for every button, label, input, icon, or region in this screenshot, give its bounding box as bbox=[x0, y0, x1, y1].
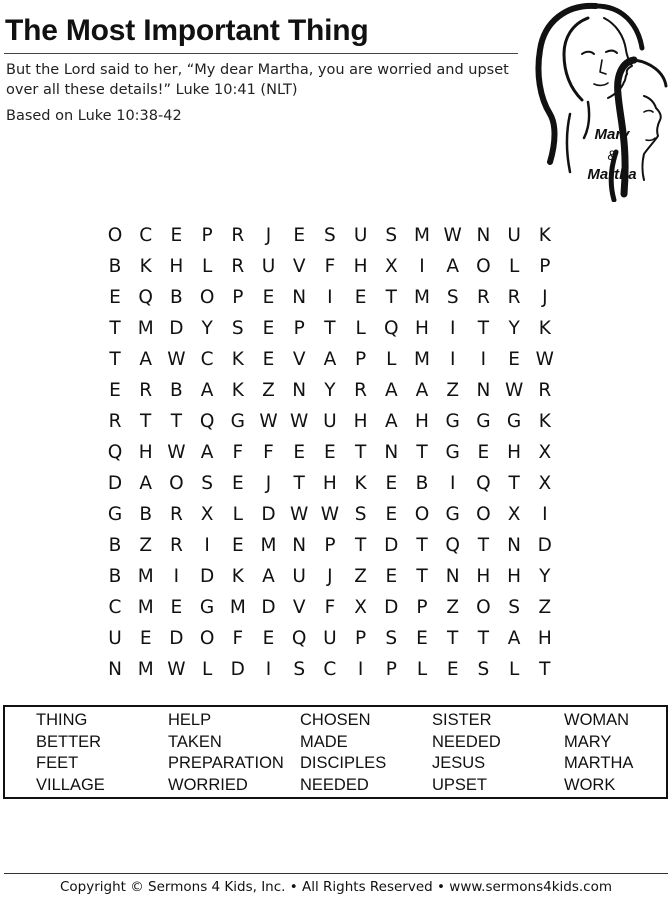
grid-letter[interactable]: I bbox=[265, 659, 272, 680]
grid-letter[interactable]: X bbox=[384, 256, 398, 277]
grid-letter[interactable]: H bbox=[169, 256, 184, 277]
grid-letter[interactable]: G bbox=[230, 411, 245, 432]
grid-letter[interactable]: N bbox=[292, 380, 307, 401]
grid-letter[interactable]: G bbox=[506, 411, 522, 432]
grid-letter[interactable]: R bbox=[538, 380, 552, 401]
word-list-item: MADE bbox=[300, 732, 348, 751]
title-divider bbox=[4, 53, 518, 54]
grid-letter[interactable]: T bbox=[324, 318, 336, 339]
grid-letter[interactable]: T bbox=[416, 535, 428, 556]
grid-letter[interactable]: A bbox=[262, 566, 275, 587]
grid-letter[interactable]: J bbox=[542, 287, 548, 308]
grid-letter[interactable]: K bbox=[538, 411, 551, 432]
grid-letter[interactable]: D bbox=[169, 628, 184, 649]
grid-letter[interactable]: N bbox=[507, 535, 522, 556]
footer-copyright: Copyright © Sermons 4 Kids, Inc. • All Rights Reserved • www.sermons4kids.com bbox=[60, 879, 612, 895]
grid-letter[interactable]: S bbox=[231, 318, 244, 339]
grid-letter[interactable]: Y bbox=[508, 318, 520, 339]
grid-letter[interactable]: H bbox=[353, 411, 368, 432]
grid-letter[interactable]: T bbox=[354, 442, 367, 463]
grid-letter[interactable]: E bbox=[324, 442, 336, 463]
grid-letter[interactable]: N bbox=[476, 380, 491, 401]
grid-letter[interactable]: L bbox=[201, 256, 213, 277]
grid-letter[interactable]: M bbox=[414, 225, 430, 246]
grid-letter[interactable]: R bbox=[139, 380, 153, 401]
grid-letter[interactable]: X bbox=[507, 504, 521, 525]
label-mary: Mary bbox=[594, 126, 630, 143]
word-list-item: SISTER bbox=[432, 711, 492, 729]
grid-letter[interactable]: E bbox=[262, 349, 275, 370]
grid-letter[interactable]: W bbox=[535, 349, 554, 370]
word-list-item: HELP bbox=[168, 711, 212, 729]
grid-letter[interactable]: T bbox=[477, 535, 490, 556]
grid-letter[interactable]: E bbox=[262, 628, 275, 649]
grid-letter[interactable]: E bbox=[508, 349, 520, 370]
grid-letter[interactable]: R bbox=[476, 287, 490, 308]
grid-letter[interactable]: P bbox=[232, 287, 244, 308]
grid-letter[interactable]: I bbox=[204, 535, 210, 556]
grid-letter[interactable]: M bbox=[137, 597, 154, 618]
grid-letter[interactable]: R bbox=[231, 225, 245, 246]
grid-letter[interactable]: O bbox=[199, 287, 215, 308]
grid-letter[interactable]: P bbox=[539, 256, 551, 277]
word-list-item: WORK bbox=[564, 775, 616, 794]
grid-letter[interactable]: N bbox=[445, 566, 460, 587]
grid-letter[interactable]: Q bbox=[384, 318, 399, 339]
word-list-item: VILLAGE bbox=[36, 775, 105, 794]
grid-letter[interactable]: E bbox=[170, 225, 183, 246]
grid-letter[interactable]: Z bbox=[446, 597, 460, 618]
grid-letter[interactable]: S bbox=[324, 225, 336, 246]
grid-letter[interactable]: E bbox=[109, 287, 121, 308]
grid-letter[interactable]: W bbox=[259, 411, 278, 432]
grid-letter[interactable]: P bbox=[355, 628, 367, 649]
grid-letter[interactable]: F bbox=[324, 597, 336, 618]
grid-letter[interactable]: K bbox=[231, 349, 244, 370]
grid-letter[interactable]: D bbox=[261, 597, 276, 618]
grid-row bbox=[100, 285, 561, 316]
grid-letter[interactable]: B bbox=[108, 566, 122, 587]
label-martha: Martha bbox=[587, 166, 637, 183]
grid-letter[interactable]: A bbox=[139, 473, 153, 494]
grid-letter[interactable]: W bbox=[443, 225, 462, 246]
grid-letter[interactable]: T bbox=[354, 535, 367, 556]
grid-row bbox=[100, 316, 561, 347]
grid-letter[interactable]: C bbox=[323, 659, 337, 680]
grid-letter[interactable]: D bbox=[261, 504, 276, 525]
grid-letter[interactable]: T bbox=[140, 411, 152, 432]
grid-letter[interactable]: L bbox=[508, 256, 520, 277]
grid-row bbox=[100, 595, 561, 626]
grid-letter[interactable]: S bbox=[446, 287, 459, 308]
mary-and-martha-drawing bbox=[526, 2, 672, 202]
grid-letter[interactable]: E bbox=[385, 504, 398, 525]
word-list-item: PREPARATION bbox=[168, 754, 284, 772]
grid-letter[interactable]: W bbox=[167, 659, 186, 680]
grid-row bbox=[100, 254, 561, 285]
grid-letter[interactable]: K bbox=[538, 318, 551, 339]
grid-letter[interactable]: Q bbox=[138, 287, 153, 308]
grid-letter[interactable]: O bbox=[199, 628, 215, 649]
grid-letter[interactable]: N bbox=[292, 287, 307, 308]
grid-letter[interactable]: S bbox=[354, 504, 367, 525]
grid-letter[interactable]: E bbox=[385, 566, 398, 587]
grid-letter[interactable]: E bbox=[139, 628, 152, 649]
grid-letter[interactable]: S bbox=[508, 597, 520, 618]
grid-letter[interactable]: X bbox=[200, 504, 214, 525]
grid-letter[interactable]: W bbox=[167, 349, 186, 370]
grid-letter[interactable]: U bbox=[353, 225, 368, 246]
grid-letter[interactable]: I bbox=[327, 287, 333, 308]
grid-letter[interactable]: W bbox=[167, 442, 186, 463]
grid-letter[interactable]: T bbox=[109, 318, 121, 339]
word-list-item: WORRIED bbox=[168, 775, 248, 794]
grid-letter[interactable]: B bbox=[108, 535, 122, 556]
grid-letter[interactable]: I bbox=[357, 659, 364, 680]
grid-letter[interactable]: D bbox=[107, 473, 123, 494]
grid-letter[interactable]: E bbox=[262, 318, 275, 339]
grid-letter[interactable]: E bbox=[354, 287, 367, 308]
grid-letter[interactable]: T bbox=[293, 473, 305, 494]
grid-letter[interactable]: L bbox=[201, 659, 213, 680]
grid-letter[interactable]: X bbox=[538, 442, 552, 463]
grid-letter[interactable]: C bbox=[108, 597, 122, 618]
grid-letter[interactable]: C bbox=[200, 349, 214, 370]
grid-letter[interactable]: H bbox=[415, 318, 429, 339]
grid-letter[interactable]: T bbox=[477, 318, 490, 339]
grid-letter[interactable]: G bbox=[445, 504, 460, 525]
grid-letter[interactable]: L bbox=[508, 659, 520, 680]
grid-letter[interactable]: R bbox=[169, 535, 183, 556]
grid-letter[interactable]: Y bbox=[539, 566, 551, 587]
grid-letter[interactable]: Z bbox=[262, 380, 275, 401]
word-list-item: NEEDED bbox=[300, 775, 369, 794]
grid-letter[interactable]: E bbox=[262, 287, 275, 308]
grid-letter[interactable]: S bbox=[385, 628, 398, 649]
grid-letter[interactable]: O bbox=[107, 225, 123, 246]
grid-letter[interactable]: S bbox=[293, 659, 306, 680]
grid-letter[interactable]: T bbox=[170, 411, 183, 432]
grid-letter[interactable]: B bbox=[108, 256, 122, 277]
grid-letter[interactable]: O bbox=[476, 597, 491, 618]
word-list-item: DISCIPLES bbox=[300, 754, 387, 772]
grid-row bbox=[100, 471, 561, 502]
grid-letter[interactable]: L bbox=[355, 318, 366, 339]
grid-letter[interactable]: F bbox=[232, 628, 244, 649]
grid-letter[interactable]: P bbox=[385, 659, 397, 680]
grid-letter[interactable]: G bbox=[476, 411, 491, 432]
grid-letter[interactable]: O bbox=[169, 473, 184, 494]
grid-letter[interactable]: I bbox=[419, 256, 425, 277]
grid-letter[interactable]: M bbox=[137, 566, 154, 587]
grid-letter[interactable]: G bbox=[199, 597, 215, 618]
word-list-item: MARY bbox=[564, 732, 612, 751]
word-list-item: BETTER bbox=[36, 732, 102, 751]
grid-letter[interactable]: M bbox=[137, 318, 154, 339]
grid-letter[interactable]: K bbox=[231, 566, 244, 587]
word-list-item: THING bbox=[36, 711, 88, 729]
grid-letter[interactable]: E bbox=[416, 628, 428, 649]
grid-letter[interactable]: I bbox=[173, 566, 180, 587]
grid-letter[interactable]: Z bbox=[354, 566, 367, 587]
grid-letter[interactable]: W bbox=[290, 411, 309, 432]
grid-letter[interactable]: S bbox=[201, 473, 213, 494]
grid-letter[interactable]: X bbox=[354, 597, 367, 618]
grid-letter[interactable]: H bbox=[415, 411, 429, 432]
grid-letter[interactable]: V bbox=[292, 349, 306, 370]
grid-letter[interactable]: W bbox=[290, 504, 309, 525]
grid-letter[interactable]: D bbox=[230, 659, 245, 680]
grid-letter[interactable]: Q bbox=[199, 411, 215, 432]
grid-letter[interactable]: H bbox=[507, 442, 522, 463]
grid-letter[interactable]: E bbox=[170, 597, 183, 618]
grid-letter[interactable]: Y bbox=[324, 380, 336, 401]
grid-letter[interactable]: I bbox=[480, 349, 487, 370]
grid-letter[interactable]: O bbox=[476, 504, 491, 525]
grid-letter[interactable]: N bbox=[476, 225, 491, 246]
grid-letter[interactable]: E bbox=[231, 473, 244, 494]
grid-letter[interactable]: P bbox=[355, 349, 367, 370]
label-ampersand: & bbox=[607, 147, 617, 163]
grid-letter[interactable]: H bbox=[537, 628, 552, 649]
page-title: The Most Important Thing bbox=[5, 14, 369, 47]
grid-letter[interactable]: P bbox=[416, 597, 428, 618]
grid-letter[interactable]: E bbox=[293, 225, 306, 246]
word-list-box bbox=[3, 705, 668, 799]
grid-letter[interactable]: W bbox=[504, 380, 524, 401]
grid-letter[interactable]: A bbox=[384, 411, 398, 432]
grid-letter[interactable]: T bbox=[416, 566, 428, 587]
illustration-label bbox=[582, 124, 642, 186]
scripture-source: Based on Luke 10:38-42 bbox=[6, 108, 182, 124]
grid-letter[interactable]: I bbox=[449, 349, 456, 370]
grid-letter[interactable]: J bbox=[265, 225, 272, 246]
grid-letter[interactable]: V bbox=[292, 597, 306, 618]
grid-letter[interactable]: B bbox=[170, 380, 183, 401]
grid-letter[interactable]: E bbox=[446, 659, 459, 680]
grid-letter[interactable]: T bbox=[508, 473, 520, 494]
word-list-item: FEET bbox=[36, 754, 79, 772]
grid-letter[interactable]: E bbox=[293, 442, 306, 463]
grid-letter[interactable]: I bbox=[449, 318, 456, 339]
grid-letter[interactable]: U bbox=[292, 566, 306, 587]
grid-letter[interactable]: I bbox=[449, 473, 456, 494]
grid-letter[interactable]: O bbox=[414, 504, 430, 525]
grid-letter[interactable]: R bbox=[231, 256, 245, 277]
grid-letter[interactable]: H bbox=[476, 566, 491, 587]
grid-letter[interactable]: Q bbox=[476, 473, 491, 494]
grid-letter[interactable]: Y bbox=[201, 318, 213, 339]
grid-letter[interactable]: H bbox=[322, 473, 337, 494]
grid-row bbox=[100, 409, 561, 440]
grid-letter[interactable]: I bbox=[542, 504, 548, 525]
grid-letter[interactable]: U bbox=[108, 628, 122, 649]
grid-letter[interactable]: W bbox=[320, 504, 340, 525]
grid-letter[interactable]: Q bbox=[291, 628, 307, 649]
grid-letter[interactable]: T bbox=[416, 442, 428, 463]
grid-letter[interactable]: U bbox=[261, 256, 276, 277]
word-list-item: JESUS bbox=[432, 754, 486, 772]
footer-divider bbox=[4, 873, 668, 874]
grid-letter[interactable]: L bbox=[232, 504, 243, 525]
word-list-item: CHOSEN bbox=[300, 711, 371, 729]
word-list-item: TAKEN bbox=[168, 732, 222, 751]
grid-letter[interactable]: D bbox=[537, 535, 552, 556]
grid-letter[interactable]: F bbox=[263, 442, 274, 463]
grid-letter[interactable]: A bbox=[415, 380, 429, 401]
scripture-verse: But the Lord said to her, “My dear Martha, you are worried and upset over all these details!” Luke 10:41 (NLT) bbox=[6, 62, 509, 98]
grid-letter[interactable]: K bbox=[354, 473, 367, 494]
grid-letter[interactable]: D bbox=[384, 597, 399, 618]
grid-letter[interactable]: G bbox=[445, 442, 460, 463]
grid-row bbox=[100, 347, 561, 378]
grid-letter[interactable]: Q bbox=[107, 442, 123, 463]
grid-letter[interactable]: T bbox=[385, 287, 397, 308]
grid-letter[interactable]: N bbox=[384, 442, 399, 463]
grid-letter[interactable]: D bbox=[384, 535, 399, 556]
grid-letter[interactable]: E bbox=[109, 380, 121, 401]
grid-letter[interactable]: B bbox=[139, 504, 153, 525]
grid-letter[interactable]: Z bbox=[538, 597, 552, 618]
grid-letter[interactable]: J bbox=[327, 566, 333, 587]
grid-letter[interactable]: Q bbox=[445, 535, 460, 556]
grid-letter[interactable]: R bbox=[169, 504, 183, 525]
grid-letter[interactable]: T bbox=[539, 659, 551, 680]
grid-letter[interactable]: U bbox=[323, 411, 337, 432]
grid-letter[interactable]: C bbox=[139, 225, 153, 246]
grid-row bbox=[100, 378, 561, 409]
grid-letter[interactable]: P bbox=[293, 318, 305, 339]
grid-row bbox=[100, 564, 561, 595]
grid-letter[interactable]: N bbox=[108, 659, 122, 680]
grid-letter[interactable]: T bbox=[477, 628, 490, 649]
grid-letter[interactable]: Z bbox=[446, 380, 460, 401]
grid-letter[interactable]: G bbox=[445, 411, 460, 432]
grid-row bbox=[100, 440, 561, 471]
grid-letter[interactable]: D bbox=[199, 566, 215, 587]
word-list-item: NEEDED bbox=[432, 732, 501, 751]
grid-letter[interactable]: V bbox=[292, 256, 306, 277]
grid-row bbox=[100, 626, 561, 657]
grid-letter[interactable]: N bbox=[292, 535, 307, 556]
grid-letter[interactable]: F bbox=[324, 256, 336, 277]
grid-letter[interactable]: K bbox=[139, 256, 152, 277]
grid-letter[interactable]: R bbox=[507, 287, 521, 308]
grid-letter[interactable]: H bbox=[138, 442, 153, 463]
grid-letter[interactable]: R bbox=[108, 411, 122, 432]
grid-letter[interactable]: A bbox=[139, 349, 153, 370]
grid-letter[interactable]: S bbox=[477, 659, 490, 680]
grid-letter[interactable]: U bbox=[507, 225, 521, 246]
grid-letter[interactable]: T bbox=[109, 349, 121, 370]
grid-row bbox=[100, 223, 561, 254]
grid-letter[interactable]: B bbox=[415, 473, 429, 494]
grid-letter[interactable]: P bbox=[324, 535, 336, 556]
grid-row bbox=[100, 657, 561, 688]
grid-letter[interactable]: A bbox=[507, 628, 521, 649]
grid-letter[interactable]: S bbox=[385, 225, 398, 246]
grid-letter[interactable]: L bbox=[416, 659, 428, 680]
grid-letter[interactable]: E bbox=[477, 442, 490, 463]
grid-letter[interactable]: R bbox=[354, 380, 368, 401]
word-list-item: UPSET bbox=[432, 775, 488, 794]
grid-row bbox=[100, 533, 561, 564]
grid-row bbox=[100, 502, 561, 533]
grid-letter[interactable]: T bbox=[447, 628, 459, 649]
grid-letter[interactable]: O bbox=[476, 256, 491, 277]
grid-letter[interactable]: X bbox=[538, 473, 552, 494]
word-list-item: WOMAN bbox=[564, 711, 630, 729]
grid-letter[interactable]: B bbox=[170, 287, 183, 308]
grid-letter[interactable]: M bbox=[260, 535, 277, 556]
grid-letter[interactable]: U bbox=[323, 628, 337, 649]
grid-letter[interactable]: P bbox=[201, 225, 213, 246]
grid-letter[interactable]: K bbox=[538, 225, 551, 246]
grid-letter[interactable]: A bbox=[200, 380, 214, 401]
grid-letter[interactable]: M bbox=[414, 349, 430, 370]
grid-letter[interactable]: A bbox=[384, 380, 398, 401]
grid-letter[interactable]: A bbox=[446, 256, 460, 277]
grid-letter[interactable]: G bbox=[107, 504, 123, 525]
grid-letter[interactable]: L bbox=[386, 349, 397, 370]
grid-letter[interactable]: D bbox=[169, 318, 184, 339]
grid-letter[interactable]: F bbox=[232, 442, 244, 463]
grid-letter[interactable]: H bbox=[353, 256, 368, 277]
grid-letter[interactable]: E bbox=[385, 473, 398, 494]
grid-letter[interactable]: Z bbox=[139, 535, 153, 556]
grid-letter[interactable]: E bbox=[231, 535, 244, 556]
grid-letter[interactable]: K bbox=[231, 380, 244, 401]
grid-letter[interactable]: M bbox=[229, 597, 246, 618]
grid-letter[interactable]: J bbox=[265, 473, 272, 494]
word-list-item: MARTHA bbox=[564, 754, 634, 772]
grid-letter[interactable]: A bbox=[200, 442, 214, 463]
grid-letter[interactable]: M bbox=[414, 287, 430, 308]
grid-letter[interactable]: M bbox=[137, 659, 154, 680]
grid-letter[interactable]: A bbox=[323, 349, 337, 370]
grid-letter[interactable]: H bbox=[507, 566, 522, 587]
